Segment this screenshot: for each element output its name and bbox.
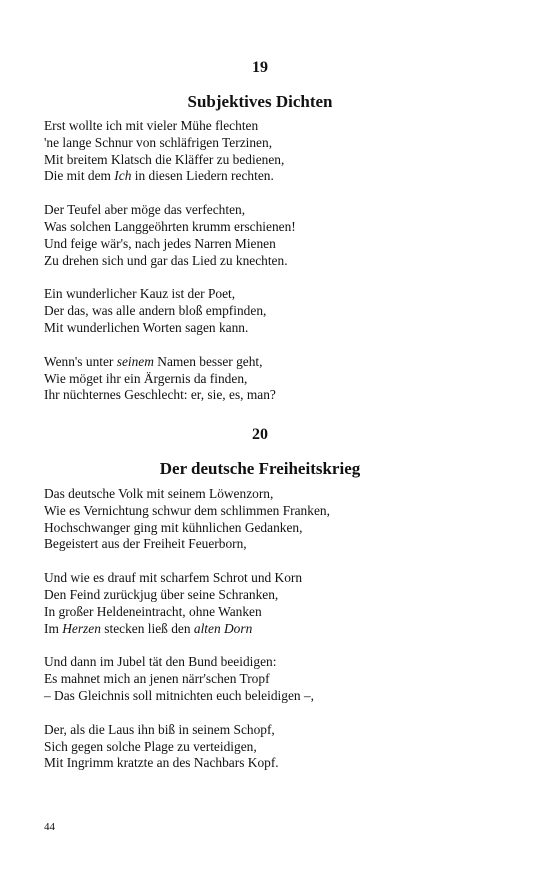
verse-line <box>44 202 524 219</box>
verse-line <box>44 303 524 320</box>
verse-line <box>44 570 524 587</box>
verse-line <box>44 536 524 553</box>
stanza <box>44 202 524 269</box>
poem-body <box>44 118 524 421</box>
stanza <box>44 722 524 772</box>
verse-text: In großer Heldeneintracht, ohne Wanken <box>44 603 262 619</box>
verse-line <box>44 739 524 756</box>
stanza <box>44 486 524 553</box>
verse-text: Sich gegen solche Plage zu verteidigen, <box>44 738 257 754</box>
verse-line <box>44 604 524 621</box>
poem-number: 19 <box>252 59 268 76</box>
verse-text: Ein wunderlicher Kauz ist der Poet, <box>44 286 236 302</box>
verse-line <box>44 118 524 135</box>
verse-line <box>44 722 524 739</box>
verse-text: Namen besser geht, <box>153 353 263 369</box>
verse-line <box>44 520 524 537</box>
verse-line <box>44 135 524 152</box>
verse-text: Mit wunderlichen Worten sagen kann. <box>44 319 249 335</box>
verse-text: Im <box>44 620 63 636</box>
verse-text: Hochschwanger ging mit kühnlichen Gedanken, <box>44 519 303 535</box>
verse-line <box>44 621 524 638</box>
verse-text: Das deutsche Volk mit seinem Löwenzorn, <box>44 486 274 501</box>
verse-text: Die mit dem <box>44 168 115 184</box>
verse-text: Und dann im Jubel tät den Bund beeidigen: <box>44 654 277 670</box>
verse-text: Und wie es drauf mit scharfem Schrot und Korn <box>44 570 303 586</box>
verse-line <box>44 371 524 388</box>
verse-line <box>44 671 524 688</box>
verse-text: Mit Ingrimm kratzte an des Nachbars Kopf. <box>44 755 279 771</box>
verse-line <box>44 236 524 253</box>
verse-line <box>44 654 524 671</box>
stanza <box>44 570 524 637</box>
italic-text: seinem <box>116 353 154 369</box>
verse-text: Es mahnet mich an jenen närr'schen Tropf <box>44 671 270 687</box>
verse-line <box>44 587 524 604</box>
verse-line <box>44 286 524 303</box>
verse-line <box>44 219 524 236</box>
verse-text: 'ne lange Schnur von schläfrigen Terzinen, <box>44 134 273 150</box>
stanza <box>44 118 524 185</box>
verse-line <box>44 253 524 270</box>
poem-body <box>44 486 524 789</box>
verse-line <box>44 354 524 371</box>
verse-text: Den Feind zurückjug über seine Schranken, <box>44 586 279 602</box>
verse-text: Wie möget ihr ein Ärgernis da finden, <box>44 370 248 386</box>
verse-text: stecken ließ den <box>100 620 194 636</box>
italic-text: alten Dorn <box>193 620 253 636</box>
verse-text: Der Teufel aber möge das verfechten, <box>44 202 246 218</box>
verse-text: – Das Gleichnis soll mitnichten euch beleidigen –, <box>44 687 314 703</box>
verse-text: Zu drehen sich und gar das Lied zu knechten. <box>44 252 288 268</box>
verse-text: Wie es Vernichtung schwur dem schlimmen Franken, <box>44 502 330 518</box>
verse-line <box>44 503 524 520</box>
verse-line <box>44 168 524 185</box>
poem-title: Subjektives Dichten <box>187 92 333 111</box>
verse-line <box>44 387 524 404</box>
verse-line <box>44 320 524 337</box>
verse-line <box>44 688 524 705</box>
poem-number: 20 <box>252 426 268 443</box>
verse-text: Wenn's unter <box>44 353 117 369</box>
stanza <box>44 286 524 336</box>
verse-line <box>44 152 524 169</box>
stanza <box>44 354 524 404</box>
verse-text: Der das, was alle andern bloß empfinden, <box>44 303 267 319</box>
verse-text: Der, als die Laus ihn biß in seinem Schopf, <box>44 721 275 737</box>
italic-text: Herzen <box>62 620 101 636</box>
verse-text: Begeistert aus der Freiheit Feuerborn, <box>44 536 247 552</box>
verse-line <box>44 486 524 503</box>
page-number: 44 <box>44 821 55 833</box>
stanza <box>44 654 524 704</box>
verse-line <box>44 755 524 772</box>
italic-text: Ich <box>114 168 132 184</box>
verse-text: Was solchen Langgeöhrten krumm erschienen! <box>44 218 296 234</box>
verse-text: in diesen Liedern rechten. <box>131 168 274 184</box>
verse-text: Und feige wär's, nach jedes Narren Mienen <box>44 235 276 251</box>
verse-text: Ihr nüchternes Geschlecht: er, sie, es, man? <box>44 387 276 403</box>
verse-text: Mit breitem Klatsch die Kläffer zu bedienen, <box>44 151 285 167</box>
verse-text: Erst wollte ich mit vieler Mühe flechten <box>44 118 259 133</box>
poem-title: Der deutsche Freiheitskrieg <box>159 459 361 478</box>
